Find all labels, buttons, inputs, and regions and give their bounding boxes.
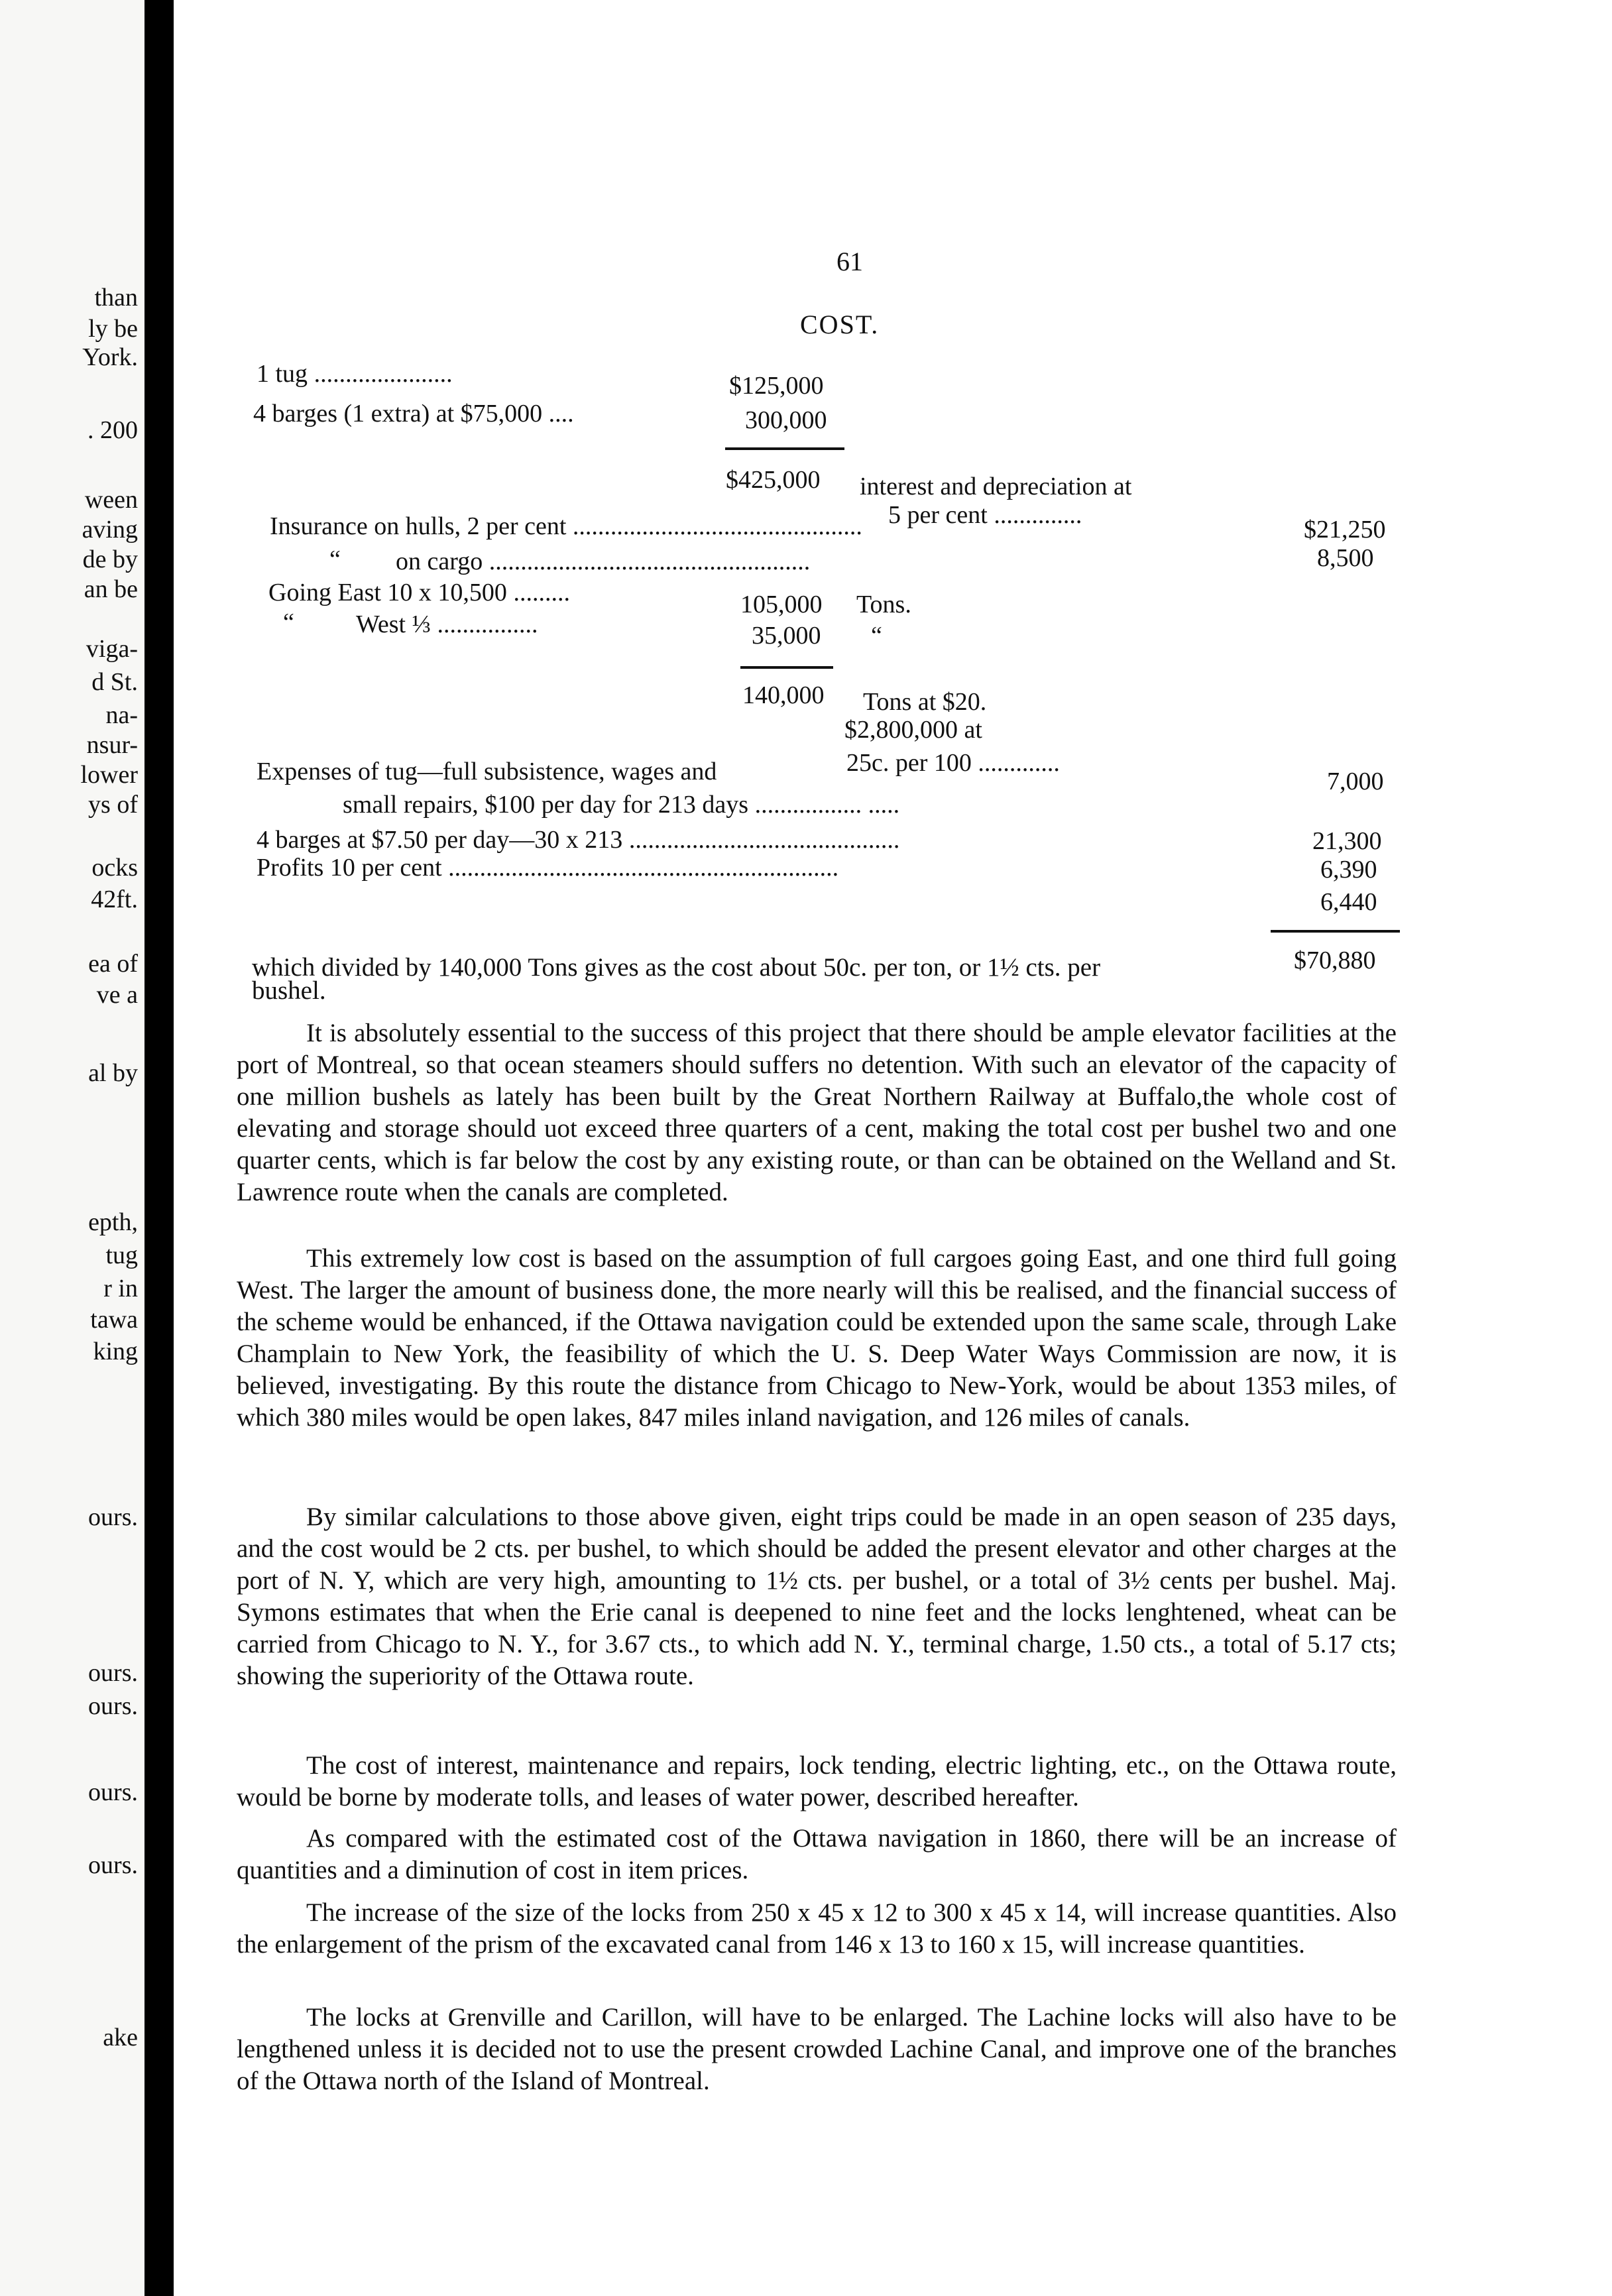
paragraph: As compared with the estimated cost of the Ottawa navigation in 1860, there will be an increase of quantities and a diminution of cost in item prices. [237,1824,1397,1884]
total-note: interest and depreciation at [860,473,1132,500]
grand-total: $70,880 [1294,947,1376,974]
left-fragment: ly be [88,315,138,343]
left-fragment: d St. [91,668,138,696]
going-east-value: 105,000 [740,591,823,618]
paragraph: The increase of the size of the locks from 250 x 45 x 12 to 300 x 45 x 14, will increase quantities. Also the enlargement of the prism of the excavated canal from 146 x 13 to 160 x 15, will increase quantities. [237,1898,1397,1959]
tug-label: 1 tug ...................... [257,360,453,388]
barges-expense-label: 4 barges at $7.50 per day—30 x 213 ........................................... [257,826,900,854]
tug-expense-label: small repairs, $100 per day for 213 days ................. ..... [343,791,900,819]
tug-amount: $125,000 [729,372,824,400]
left-fragment: ours. [88,1692,138,1720]
left-fragment: de by [82,545,138,573]
left-fragment: ve a [96,981,138,1009]
ditto-mark: “ [871,622,882,650]
left-fragment: tawa [90,1306,138,1334]
document-page [174,0,1612,2296]
left-fragment: ours. [88,1851,138,1879]
tug-expense-label: Expenses of tug—full subsistence, wages and [257,758,717,785]
paragraph: It is absolutely essential to the success of this project that there should be ample elevator facilities at the port of Montreal, so that ocean steamers should suffers no detention. With such an elevator of the capacity of one million bushels as lately has been built by the Great Northern Railway at Buffalo,the whole cost of elevating and storage should uot exceed three quarters of a cent, making the total cost per bushel two and one quarter cents, which is far below the cost by any existing route, or than can be obtained on the Welland and St. Lawrence route when the canals are completed. [237,1019,1397,1206]
tug-expense-value: 7,000 [1327,768,1384,795]
paragraph: By similar calculations to those above given, eight trips could be made in an open season of 235 days, and the cost would be 2 cts. per bushel, to which should be added the present elevator and other charges at the port of N. Y, which are very high, amounting to 1½ cts. per bushel, or a total of 3½ cents per bushel. Maj. Symons estimates that when the Erie canal is deepened to nine feet and the locks lenghtened, wheat can be carried from Chicago to N. Y., for 3.67 cts., to which add N. Y., terminal charge, 1.50 cts., a total of 5.17 cts; showing the superiority of the Ottawa route. [237,1503,1397,1690]
left-fragment: ours. [88,1778,138,1806]
left-fragment: 42ft. [91,886,138,913]
left-fragment: ours. [88,1659,138,1687]
left-fragment: epth, [88,1208,138,1236]
left-fragment: than [94,284,138,312]
insurance-cargo-label: on cargo ................................................... [396,547,811,575]
paragraph: The locks at Grenville and Carillon, will have to be enlarged. The Lachine locks will also have to be lengthened unless it is decided not to use the present crowded Lachine Canal, and improve one of the branches of the Ottawa north of the Island of Montreal. [237,2003,1397,2095]
going-east-label: Going East 10 x 10,500 ......... [268,579,570,606]
left-fragment: aving [82,516,138,544]
freight-value: $2,800,000 at [844,716,982,744]
barges-label: 4 barges (1 extra) at $75,000 .... [253,400,574,428]
left-fragment: lower [80,761,138,789]
left-fragment: ours. [88,1503,138,1531]
left-fragment: . 200 [87,416,138,444]
left-fragment: an be [84,575,138,603]
left-fragment: tug [105,1241,138,1269]
left-fragment: ea of [88,950,138,978]
page-number: 61 [836,247,863,276]
freight-rate: 25c. per 100 ............. [846,749,1060,777]
paragraph: This extremely low cost is based on the assumption of full cargoes going East, and one third full going West. The larger the amount of business done, the more nearly will this be realised, and the financial success of the scheme would be enhanced, if the Ottawa navigation could be extended upon the same scale, through Lake Champlain to New York, the feasibility of which the U. S. Deep Water Ways Commission are now, it is believed, investigating. By this route the distance from Chicago to New-York, would be about 1353 miles, of which 380 miles would be open lakes, 847 miles inland navigation, and 126 miles of canals. [237,1244,1397,1432]
ditto-mark: “ [329,545,341,573]
left-fragment: nsur- [86,731,138,759]
left-fragment: ween [84,486,138,514]
west-label: West ⅓ ................ [356,610,538,638]
total-note-rate: 5 per cent .............. [888,501,1082,529]
left-fragment: r in [103,1275,138,1302]
left-fragment: ys of [88,791,138,819]
barges-expense-value: 21,300 [1312,827,1382,855]
summary-line: which divided by 140,000 Tons gives as the cost about 50c. per ton, or 1½ cts. per [252,953,1101,982]
left-fragment: viga- [86,635,138,663]
tons-total: 140,000 [742,681,825,709]
ditto-mark: “ [283,608,294,636]
tons-total-note: Tons at $20. [863,688,987,716]
tons-label: Tons. [856,591,911,618]
west-value: 35,000 [752,622,821,650]
left-facing-page [0,0,144,2296]
left-fragment: na- [105,701,138,729]
insurance-cargo-value: 8,500 [1317,544,1374,572]
left-fragment: al by [88,1059,138,1087]
summary-line: bushel. [252,976,326,1005]
rule-line [1271,930,1400,933]
total-amount: $425,000 [726,466,821,494]
interest-value: $21,250 [1304,516,1386,544]
paragraph: The cost of interest, maintenance and repairs, lock tending, electric lighting, etc., on the Ottawa route, would be borne by moderate tolls, and leases of water power, described hereafter. [237,1751,1397,1811]
left-fragment: ake [103,2024,138,2051]
profits-label: Profits 10 per cent .............................................................. [257,854,839,882]
left-fragment: king [93,1338,138,1365]
insurance-hulls-label: Insurance on hulls, 2 per cent .............................................. [270,512,862,540]
left-fragment: ocks [91,854,138,882]
profits-value: 6,440 [1320,888,1377,916]
rule-line [740,666,833,669]
barges-amount: 300,000 [745,406,827,434]
left-fragment: York. [82,343,138,371]
rule-line [725,447,844,450]
profits-value: 6,390 [1320,856,1377,884]
page-title: COST. [800,310,880,339]
